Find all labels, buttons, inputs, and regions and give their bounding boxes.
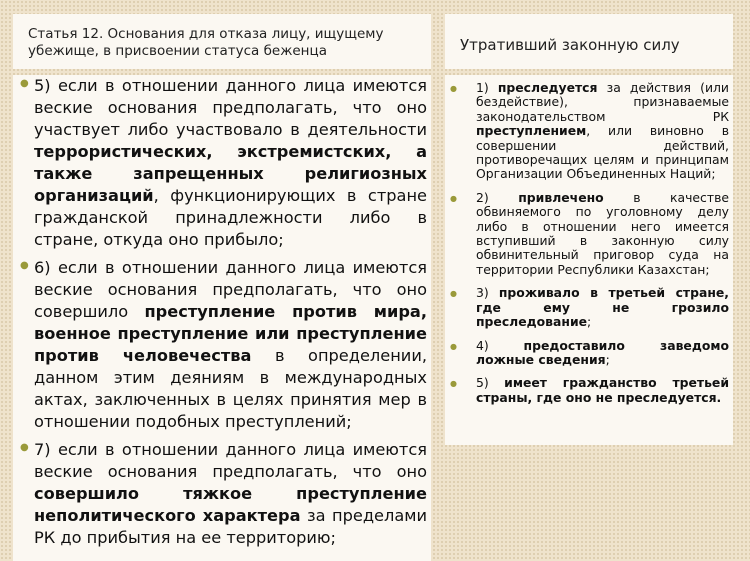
text-part: ; — [587, 314, 592, 330]
right-header-title: Утративший законную силу — [460, 36, 680, 54]
list-item — [448, 339, 729, 368]
list-item-text — [476, 376, 729, 405]
list-item-text — [476, 81, 729, 182]
left-header-line1: Статья 12. Основания для отказа лицу, ищущему — [28, 26, 384, 42]
text-part: , или виновно в совершении действий, противоречащих целям и принципам Организации Объединенных Наций; — [476, 123, 729, 182]
text-part: 5) если в отношении данного лица имеются веские основания предполагать, что оно участвует либо участвовало в деятельности — [34, 76, 427, 139]
bullet-icon: ● — [450, 84, 457, 93]
text-bold: преступлением — [476, 123, 587, 139]
list-item-text — [34, 75, 427, 251]
text-part: 4) — [476, 337, 524, 353]
text-bold: совершило тяжкое преступление неполитического характера — [34, 484, 427, 525]
right-panel — [445, 75, 733, 445]
text-bold: предоставило заведомо ложные сведения — [476, 337, 729, 367]
bullet-icon: ● — [20, 78, 29, 89]
list-item — [448, 286, 729, 329]
list-item-text — [34, 257, 427, 433]
right-header — [445, 14, 733, 69]
text-bold: привлечено — [518, 189, 604, 205]
list-item — [20, 439, 427, 549]
text-part: 6) если в отношении данного лица имеются веские основания предполагать, что оно совершило — [34, 258, 427, 321]
text-bold: террористических, экстремистских, а также запрещенных религиозных организаций — [34, 142, 427, 205]
text-part: 2) — [476, 189, 519, 205]
bullet-icon: ● — [450, 193, 457, 203]
text-bold: преступление против мира, военное преступление или преступление против человечества — [34, 302, 427, 365]
list-item-text — [476, 286, 729, 329]
text-bold: имеет гражданство третьей страны, где оно не преследуется. — [476, 375, 730, 405]
text-part: 1) — [476, 80, 498, 95]
list-item — [448, 191, 729, 277]
text-part: ; — [605, 351, 610, 367]
list-item — [20, 75, 427, 251]
text-part: , функционирующих в стране гражданской принадлежности либо в стране, откуда оно прибыло; — [34, 186, 427, 249]
list-item-text — [34, 439, 427, 549]
text-part: 7) если в отношении данного лица имеются веские основания предполагать, что оно — [34, 440, 427, 481]
bullet-icon: ● — [20, 260, 29, 271]
text-part: за пределами РК до прибытия на ее территорию; — [34, 506, 427, 547]
list-item — [448, 81, 729, 182]
left-panel — [13, 75, 431, 561]
list-item — [20, 257, 427, 433]
text-bold: преследуется — [497, 80, 598, 95]
text-bold: проживало в третьей стране, где ему не грозило преследование — [476, 285, 730, 330]
text-part: 3) — [476, 285, 499, 301]
bullet-icon: ● — [450, 379, 457, 389]
list-item-text — [476, 339, 729, 368]
bullet-icon: ● — [450, 341, 457, 351]
text-part: 5) — [476, 375, 505, 391]
bullet-icon: ● — [450, 289, 457, 299]
list-item-text — [476, 191, 729, 277]
left-header — [13, 14, 431, 69]
bullet-icon: ● — [20, 442, 29, 453]
text-part: за действия (или бездействие), признаваемые законодательством РК — [476, 80, 729, 124]
text-part: в качестве обвиняемого по уголовному делу либо в отношении него имеется вступивший в законную силу обвинительный приговор суда на территории Республики Казахстан; — [476, 189, 730, 277]
text-part: в определении, данном этим деяниям в международных актах, заключенных в целях принятия мер в отношении подобных преступлений; — [34, 346, 427, 431]
list-item — [448, 376, 729, 405]
left-header-line2: убежище, в присвоении статуса беженца — [28, 43, 327, 59]
